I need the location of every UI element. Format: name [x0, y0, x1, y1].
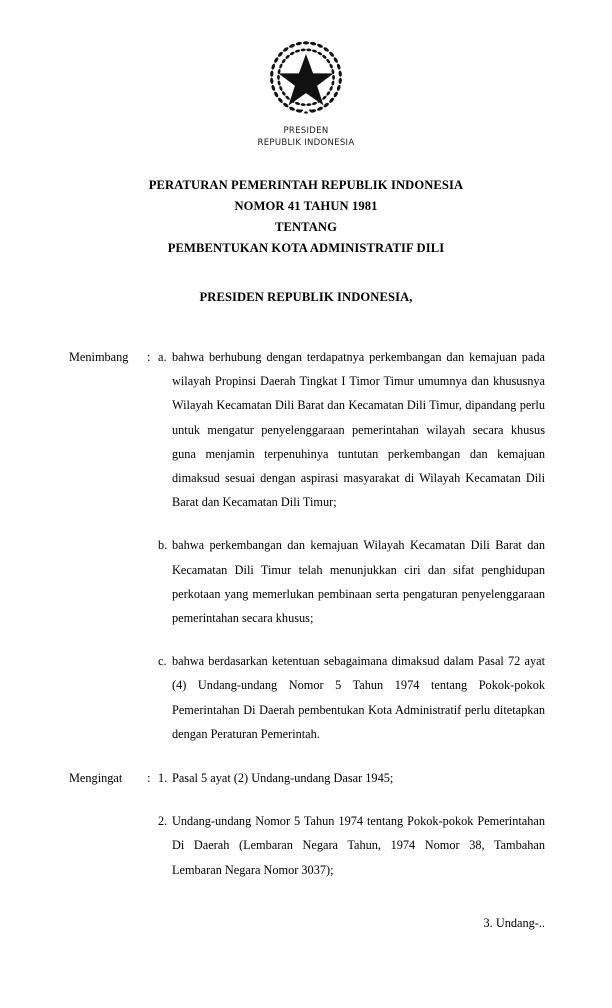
title-line-number: NOMOR 41 TAHUN 1981 [234, 199, 378, 213]
list-item-text: bahwa perkembangan dan kemajuan Wilayah Kecamatan Dili Barat dan Kecamatan Dili Timur telah menunjukkan ciri dan sifat penghidupan perkotaan yang memerlukan pembinaan serta pengaturan penyelenggaraan pemerintahan secara khusus; [172, 538, 545, 626]
list-item-text: bahwa berhubung dengan terdapatnya perkembangan dan kemajuan pada wilayah Propinsi Daerah Tingkat I Timor Timur umumnya dan khususnya Wilayah Kecamatan Dili Barat dan Kecamatan Dili Timur, dipandang perlu untuk mengatur penyelenggaraan pemerintahan wilayah secara khusus guna menjamin terpenuhinya tuntutan perkembangan dan kemajuan dimaksud sesuai dengan aspirasi masyarakat di Wilayah Kecamatan Dili Barat dan Kecamatan Dili Timur; [172, 350, 545, 510]
emblem-caption [0, 126, 612, 149]
list-item [158, 533, 545, 630]
document-title-block [0, 175, 612, 259]
list-item [158, 345, 545, 514]
clause-menimbang [69, 345, 545, 746]
emblem-caption-line-1: PRESIDEN [283, 126, 329, 136]
title-line-regulation: PERATURAN PEMERINTAH REPUBLIK INDONESIA [148, 178, 464, 192]
clause-colon-mengingat: : [147, 771, 151, 786]
list-item-text: Undang-undang Nomor 5 Tahun 1974 tentang Pokok-pokok Pemerintahan Di Daerah (Lembaran Negara Tahun, 1974 Nomor 38, Tambahan Lembaran Negara Nomor 3037); [172, 814, 545, 877]
clause-items-menimbang [158, 345, 545, 746]
clause-label-menimbang: Menimbang [69, 350, 129, 364]
list-item-marker: a. [158, 350, 167, 364]
clause-spacer [69, 746, 545, 766]
letterhead [0, 0, 612, 149]
list-item-marker: 2. [158, 814, 168, 829]
clause-colon-menimbang: : [147, 350, 151, 364]
list-item [158, 809, 545, 882]
document-body [0, 345, 612, 882]
list-item [158, 649, 545, 746]
list-item-text: Pasal 5 ayat (2) Undang-undang Dasar 1945; [172, 771, 394, 786]
emblem-caption-line-2: REPUBLIK INDONESIA [257, 137, 355, 148]
list-item [158, 766, 545, 790]
list-item-marker: c. [158, 654, 167, 669]
garuda-star-wreath-emblem [263, 36, 349, 122]
issuer-line: PRESIDEN REPUBLIK INDONESIA, [199, 290, 413, 304]
clause-label-mengingat: Mengingat [69, 771, 123, 786]
list-item-marker: 1. [158, 771, 168, 786]
title-line-about: TENTANG [274, 220, 338, 234]
list-item-text: bahwa berdasarkan ketentuan sebagaimana dimaksud dalam Pasal 72 ayat (4) Undang-undang Nomor 5 Tahun 1974 tentang Pokok-pokok Pemerintahan Di Daerah pembentukan Kota Administratif perlu ditetapkan dengan Peraturan Pemerintah. [172, 654, 545, 741]
clause-items-mengingat [158, 766, 545, 882]
title-line-subject: PEMBENTUKAN KOTA ADMINISTRATIF DILI [167, 241, 445, 255]
clause-mengingat [69, 766, 545, 882]
list-item-marker: b. [158, 538, 168, 553]
page-continuation-note: 3. Undang-.. [483, 916, 545, 930]
